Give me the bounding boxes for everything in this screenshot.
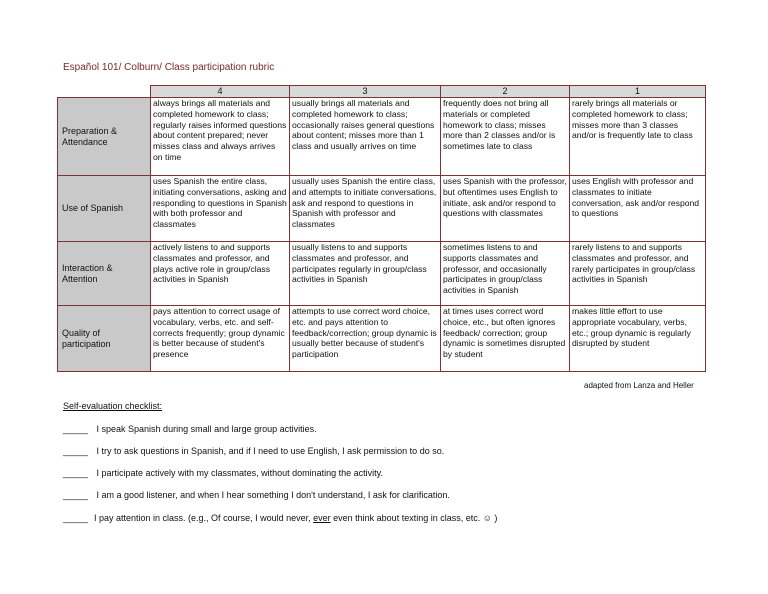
rubric-corner [58,86,151,98]
checklist-blank: _____ [63,490,89,500]
rubric-cell: uses English with professor and classmates to initiate conversation, ask and/or respond to questions [570,176,706,242]
checklist-blank: _____ [63,424,89,434]
page-title: Español 101/ Colburn/ Class participation rubric [63,62,275,73]
rubric-cell: usually listens to and supports classmates and professor, and participates regularly in group/class activities in Spanish [290,242,441,306]
emphasis-word: ever [313,513,331,523]
checklist-item-text: I am a good listener, and when I hear something I don't understand, I ask for clarification. [96,490,450,500]
checklist-heading: Self-evaluation checklist: [63,401,163,411]
checklist-item-text: even think about texting in class, etc. ☺ ) [330,513,498,523]
rubric-cell: rarely brings all materials or completed homework to class; misses more than 3 classes and/or is frequently late to class [570,98,706,176]
rubric-header-row [58,86,706,98]
rubric-row-preparation [58,98,706,176]
rubric-row-use-of-spanish [58,176,706,242]
column-header-3: 3 [290,86,441,98]
checklist-item [63,446,444,456]
column-header-4: 4 [151,86,290,98]
rubric-cell: usually brings all materials and completed homework to class; occasionally raises general questions about content; misses more than 1 class and usually arrives on time [290,98,441,176]
criterion-label: Interaction & Attention [58,242,151,306]
rubric-table [57,85,706,372]
criterion-label: Quality of participation [58,306,151,372]
rubric-cell: sometimes listens to and supports classmates and professor, and occasionally participates in group/class activities in Spanish [441,242,570,306]
rubric-cell: attempts to use correct word choice, etc. and pays attention to feedback/correction; group dynamic is usually better because of student's participation [290,306,441,372]
checklist-blank: _____ [63,446,89,456]
checklist-item [63,513,497,523]
rubric-cell: frequently does not bring all materials or completed homework to class; misses more than 2 classes and/or is sometimes late to class [441,98,570,176]
checklist-item-text: I try to ask questions in Spanish, and if I need to use English, I ask permission to do so. [96,446,445,456]
source-credit: adapted from Lanza and Heller [584,381,694,390]
checklist-item [63,468,383,478]
checklist-item-text: I pay attention in class. (e.g., Of course, I would never, [94,513,314,523]
rubric-cell: uses Spanish the entire class, initiating conversations, asking and responding to questions in Spanish with both professor and classmates [151,176,290,242]
checklist-item [63,424,317,434]
rubric-cell: usually uses Spanish the entire class, and attempts to initiate conversations, ask and respond to questions in Spanish with professor and classmates [290,176,441,242]
rubric-cell: uses Spanish with the professor, but oftentimes uses English to initiate, ask and/or respond to questions with classmates [441,176,570,242]
checklist-blank: _____ [63,513,89,523]
criterion-label: Preparation & Attendance [58,98,151,176]
checklist-blank: _____ [63,468,89,478]
checklist-item [63,490,450,500]
rubric-cell: actively listens to and supports classmates and professor, and plays active role in group/class activities in Spanish [151,242,290,306]
column-header-2: 2 [441,86,570,98]
rubric-cell: rarely listens to and supports classmates and professor, and rarely participates in group/class activities in Spanish [570,242,706,306]
criterion-label: Use of Spanish [58,176,151,242]
checklist-item-text: I speak Spanish during small and large group activities. [96,424,317,434]
rubric-row-interaction [58,242,706,306]
rubric-cell: always brings all materials and completed homework to class; regularly raises informed questions about content prepared; never misses class and always arrives on time [151,98,290,176]
rubric-row-quality [58,306,706,372]
rubric-cell: at times uses correct word choice, etc., but often ignores feedback/ correction; group dynamic is sometimes disrupted by student [441,306,570,372]
column-header-1: 1 [570,86,706,98]
rubric-cell: pays attention to correct usage of vocabulary, verbs, etc. and self-corrects frequently; group dynamic is better because of student's presence [151,306,290,372]
rubric-cell: makes little effort to use appropriate vocabulary, verbs, etc.; group dynamic is regularly disrupted by student [570,306,706,372]
checklist-item-text: I participate actively with my classmates, without dominating the activity. [96,468,383,478]
